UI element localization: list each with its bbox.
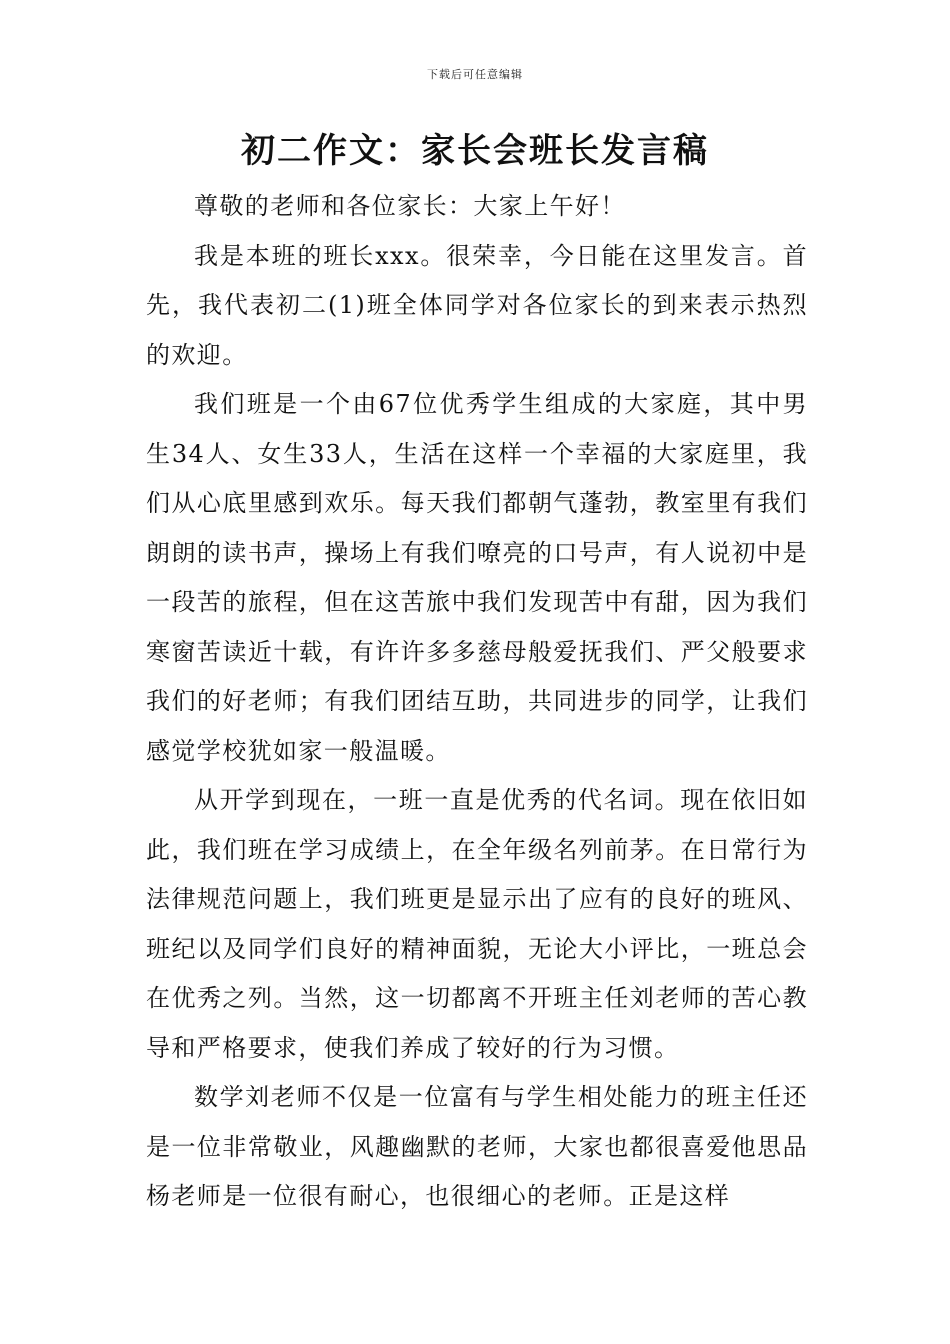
paragraph-introduction: 我是本班的班长xxx。很荣幸，今日能在这里发言。首先，我代表初二(1)班全体同学对各位家长的到来表示热烈的欢迎。 xyxy=(146,241,808,369)
paragraph-class-excellence: 从开学到现在，一班一直是优秀的代名词。现在依旧如此，我们班在学习成绩上，在全年级名列前茅。在日常行为法律规范问题上，我们班更是显示出了应有的良好的班风、班纪以及同学们良好的精神面貌，无论大小评比，一班总会在优秀之列。当然，这一切都离不开班主任刘老师的苦心教导和严格要求，使我们养成了较好的行为习惯。 xyxy=(146,786,808,1062)
paragraph-teachers: 数学刘老师不仅是一位富有与学生相处能力的班主任还是一位非常敬业，风趣幽默的老师，大家也都很喜爱他思品杨老师是一位很有耐心，也很细心的老师。正是这样 xyxy=(146,1083,808,1210)
paragraph-class-family: 我们班是一个由67位优秀学生组成的大家庭，其中男生34人、女生33人，生活在这样一个幸福的大家庭里，我们从心底里感到欢乐。每天我们都朝气蓬勃，教室里有我们朗朗的读书声，操场上有我们嘹亮的口号声，有人说初中是一段苦的旅程，但在这苦旅中我们发现苦中有甜，因为我们寒窗苦读近十载，有许许多多慈母般爱抚我们、严父般要求我们的好老师；有我们团结互助，共同进步的同学，让我们感觉学校犹如家一般温暖。 xyxy=(146,390,808,765)
document-body xyxy=(146,182,808,1222)
paragraph-greeting: 尊敬的老师和各位家长：大家上午好！ xyxy=(194,192,626,220)
document-title: 初二作文：家长会班长发言稿 xyxy=(241,131,709,171)
header-note: 下载后可任意编辑 xyxy=(427,68,523,81)
